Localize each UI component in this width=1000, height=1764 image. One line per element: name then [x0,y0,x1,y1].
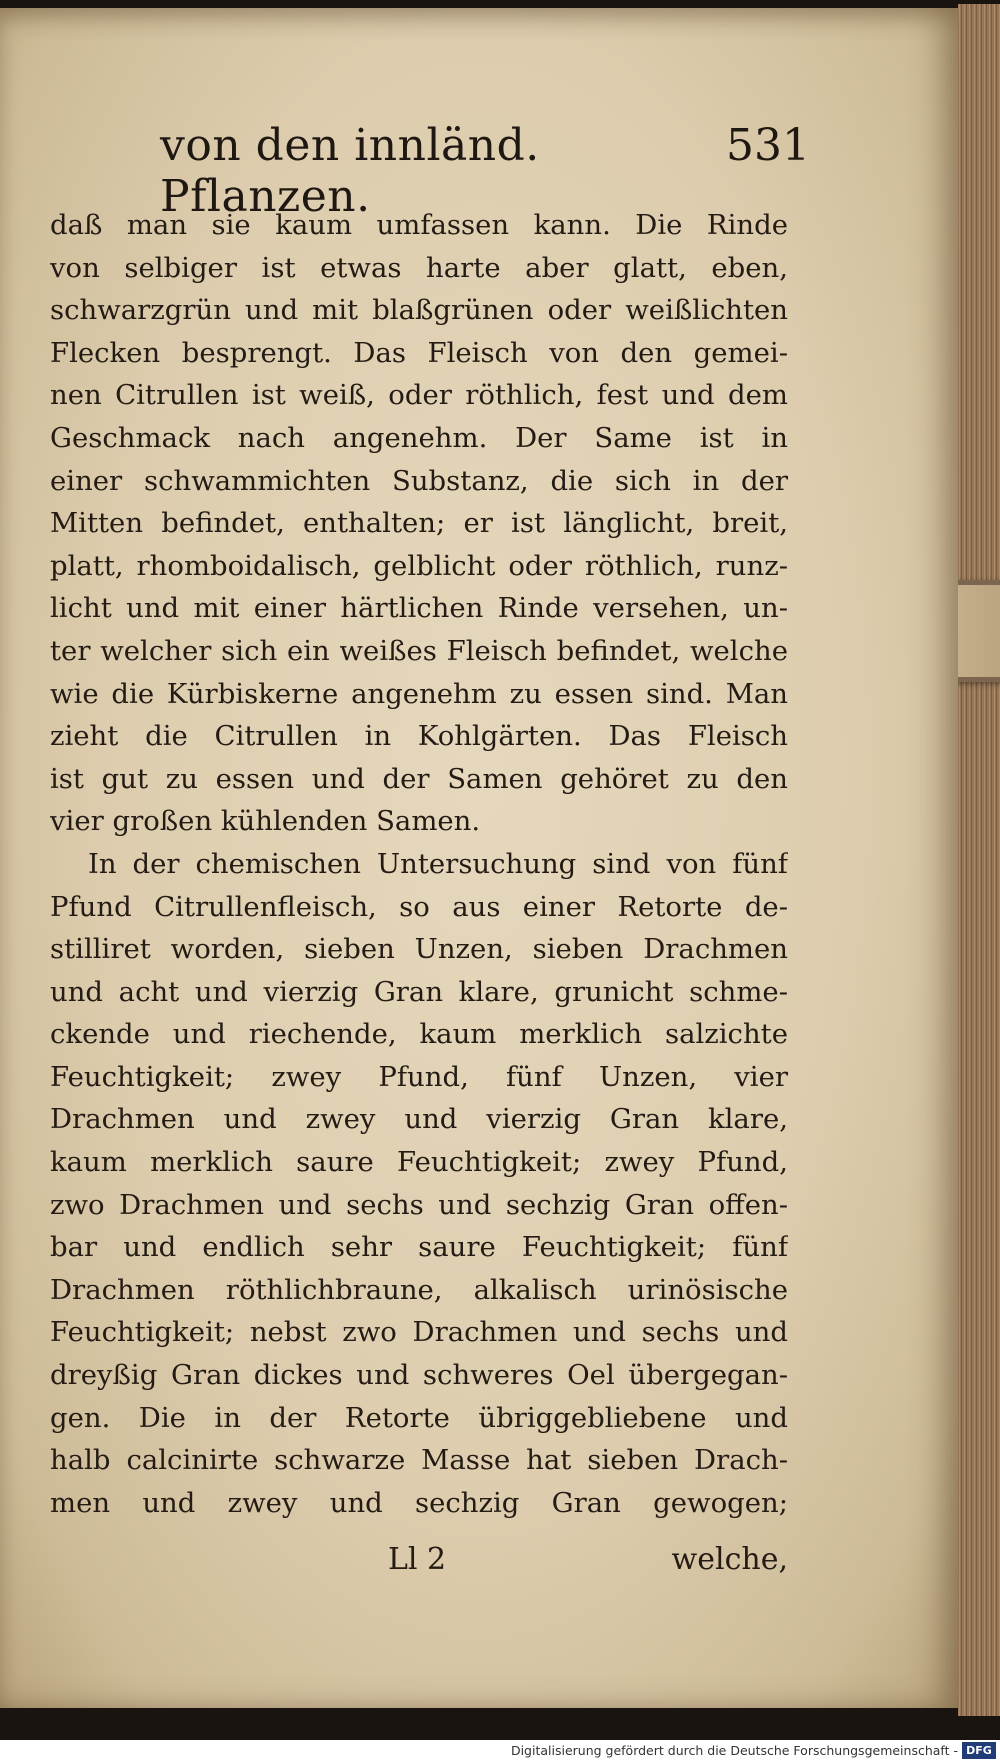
text-line: licht und mit einer härtlichen Rinde versehen, un- [50,592,788,625]
text-line: Feuchtigkeit; zwey Pfund, fünf Unzen, vier [50,1060,788,1093]
text-line: Drachmen röthlichbraune, alkalisch urinösische [50,1273,788,1306]
text-line: von selbiger ist etwas harte aber glatt, eben, [50,251,788,284]
text-line: ter welcher sich ein weißes Fleisch befindet, welche [50,634,788,667]
text-line: vier großen kühlenden Samen. [50,805,481,838]
text-line: Feuchtigkeit; nebst zwo Drachmen und sechs und [50,1316,788,1349]
dfg-credit-text: Digitalisierung gefördert durch die Deutsche Forschungsgemeinschaft - [510,1743,958,1758]
text-line: Flecken besprengt. Das Fleisch von den gemei- [50,336,788,369]
text-line: platt, rhomboidalisch, gelblicht oder röthlich, runz- [50,549,788,582]
text-line: In der chemischen Untersuchung sind von fünf [88,847,788,880]
text-line: Pfund Citrullenfleisch, so aus einer Retorte de- [50,890,788,923]
page-number: 531 [726,120,810,171]
text-line: stilliret worden, sieben Unzen, sieben Drachmen [50,933,788,966]
catchword: welche, [671,1542,788,1577]
text-line: Mitten befindet, enthalten; er ist länglicht, breit, [50,507,788,540]
text-line: kaum merklich saure Feuchtigkeit; zwey Pfund, [50,1146,788,1179]
text-line: ist gut zu essen und der Samen gehöret zu den [50,762,788,795]
text-line: Geschmack nach angenehm. Der Same ist in [50,421,788,454]
page-footer [50,1542,788,1588]
body-text [50,204,788,1524]
text-line: schwarzgrün und mit blaßgrünen oder weißlichten [50,294,788,327]
page-edges [958,4,1000,1716]
text-line: men und zwey und sechzig Gran gewogen; [50,1486,788,1519]
text-line: daß man sie kaum umfassen kann. Die Rinde [50,209,788,241]
dfg-logo-text: DFG [966,1744,992,1757]
text-line: ckende und riechende, kaum merklich salzichte [50,1018,788,1051]
text-line: nen Citrullen ist weiß, oder röthlich, fest und dem [50,379,788,412]
book-page [0,8,958,1708]
text-line: zwo Drachmen und sechs und sechzig Gran offen- [50,1188,788,1221]
text-line: und acht und vierzig Gran klare, grunicht schme- [50,975,788,1008]
text-line: einer schwammichten Substanz, die sich in der [50,464,788,497]
text-line: dreyßig Gran dickes und schweres Oel übergegan- [50,1359,788,1392]
text-line: Drachmen und zwey und vierzig Gran klare, [50,1103,788,1136]
text-line: zieht die Citrullen in Kohlgärten. Das Fleisch [50,720,788,753]
signature-mark: Ll 2 [388,1542,447,1577]
page-header [160,120,810,222]
text-line: halb calcinirte schwarze Masse hat sieben Drach- [50,1444,788,1477]
text-line: bar und endlich sehr saure Feuchtigkeit; fünf [50,1231,788,1264]
running-head: von den innländ. Pflanzen. [160,120,540,222]
text-line: wie die Kürbiskerne angenehm zu essen sind. Man [50,677,788,710]
dfg-logo [962,1742,996,1759]
text-line: gen. Die in der Retorte übriggebliebene und [50,1401,788,1434]
